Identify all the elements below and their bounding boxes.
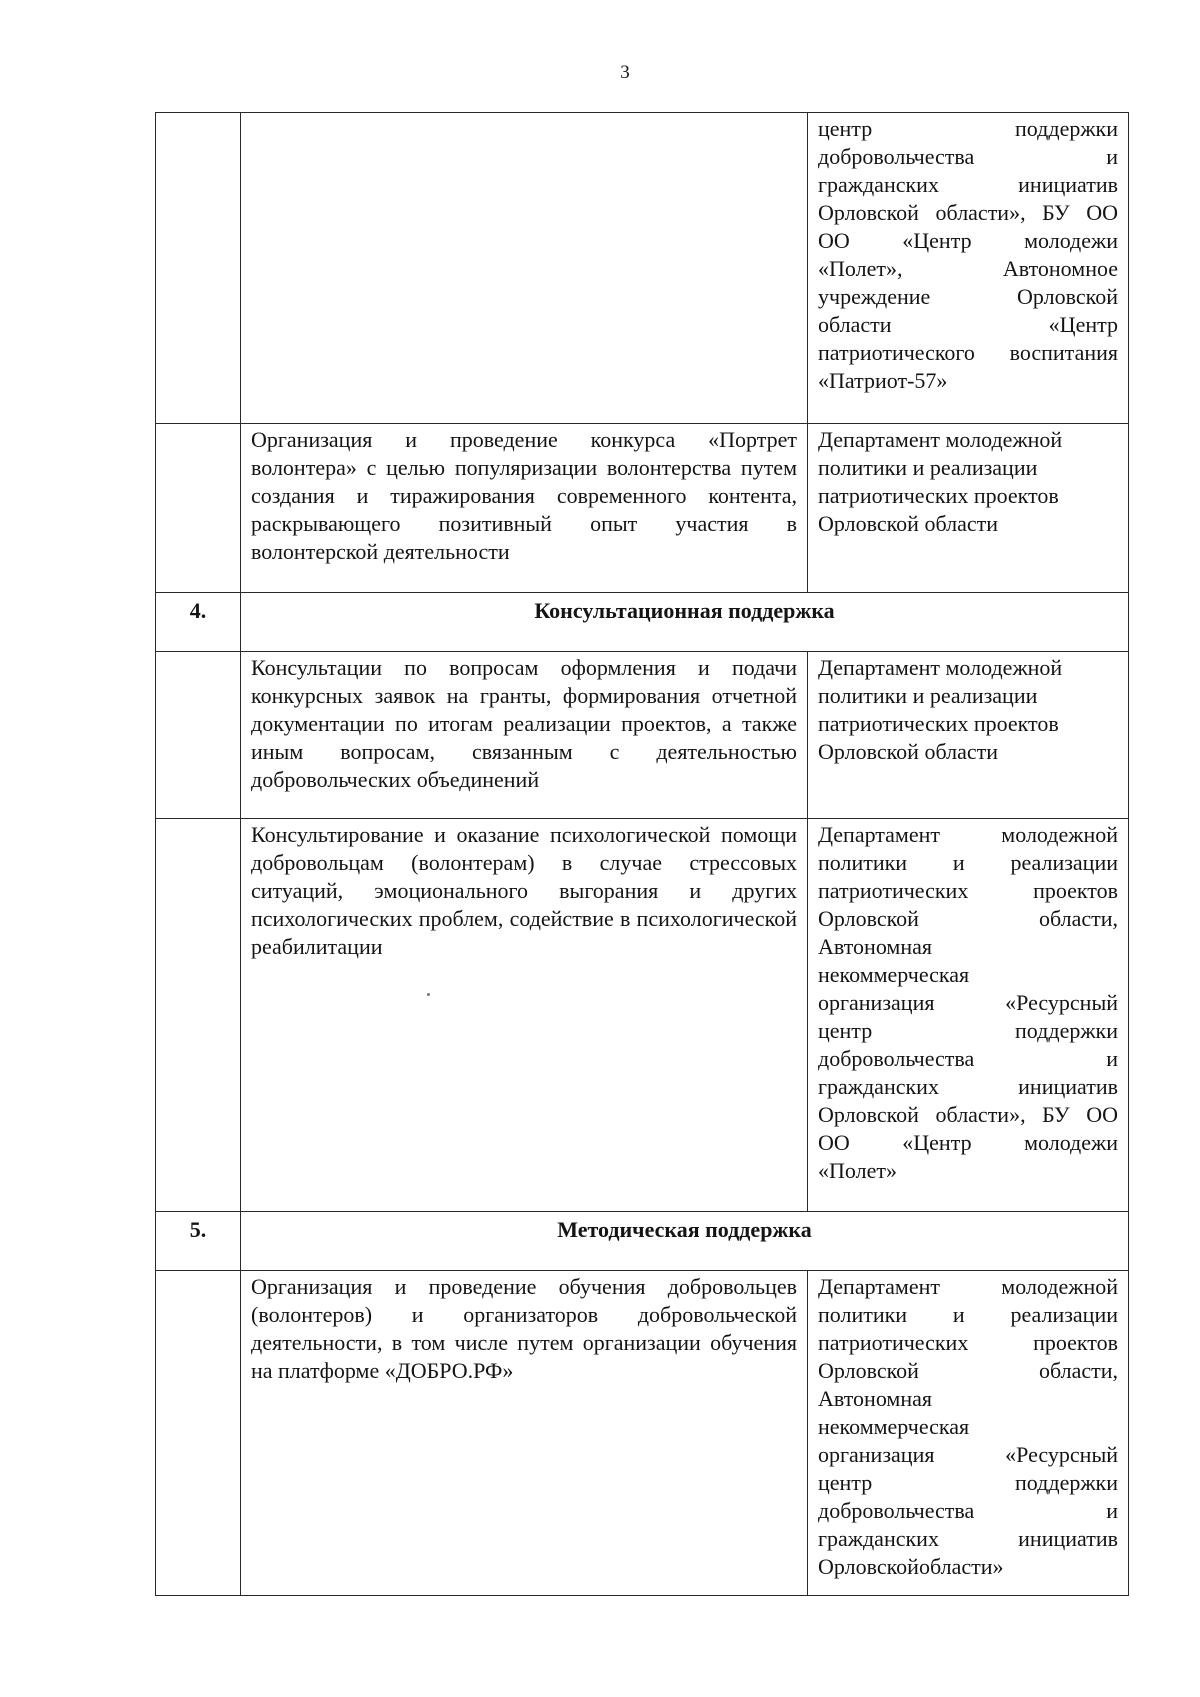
table-row — [156, 1271, 1129, 1596]
responsible-line: центр поддержки — [818, 1018, 1118, 1043]
responsible-line: Орловской области», БУ ОО — [818, 200, 1118, 225]
responsible-line: ОО «Центр молодежи — [818, 1130, 1118, 1155]
responsible-line: добровольчества и — [818, 1498, 1118, 1523]
activity-cell: Организация и проведение конкурса «Портрет волонтера» с целью популяризации волонтерства путем создания и тиражирования современного контента, раскрывающего позитивный опыт участия в волонтерской деятельности — [241, 424, 808, 593]
responsible-line: организация «Ресурсный — [818, 990, 1118, 1015]
row-number-cell — [156, 424, 241, 593]
row-number-cell — [156, 113, 241, 424]
row-number-cell — [156, 819, 241, 1212]
responsible-line: области «Центр — [818, 312, 1118, 337]
table-row — [156, 113, 1129, 424]
section-title: Методическая поддержка — [241, 1212, 1129, 1271]
responsible-line: организация «Ресурсный — [818, 1442, 1118, 1467]
responsible-line: Департамент молодежной — [818, 1274, 1118, 1299]
activity-cell: Консультирование и оказание психологической помощи добровольцам (волонтерам) в случае стрессовых ситуаций, эмоционального выгорания и других психологических проблем, содействие в психологической реабилитации — [241, 819, 808, 1212]
responsible-line: Орловской области — [818, 511, 998, 536]
scan-speck — [427, 993, 430, 996]
responsible-line: патриотических проектов — [818, 711, 1059, 736]
support-measures-table — [155, 112, 1129, 1596]
responsible-line: Департамент молодежной — [818, 427, 1063, 452]
responsible-line: Орловской области», БУ ОО — [818, 1102, 1118, 1127]
responsible-line: некоммерческая — [818, 962, 970, 987]
responsible-line: политики и реализации — [818, 683, 1038, 708]
responsible-line: патриотических проектов — [818, 878, 1118, 903]
responsible-line: Орловскойобласти» — [818, 1554, 1004, 1579]
table-row — [156, 819, 1129, 1212]
responsible-line: центр поддержки — [818, 116, 1118, 141]
responsible-cell — [808, 113, 1129, 424]
section-row — [156, 593, 1129, 652]
responsible-line: учреждение Орловской — [818, 284, 1118, 309]
responsible-line: центр поддержки — [818, 1470, 1118, 1495]
responsible-line: Автономная — [818, 1386, 932, 1411]
activity-cell: Консультации по вопросам оформления и подачи конкурсных заявок на гранты, формирования отчетной документации по итогам реализации проектов, а также иным вопросам, связанным с деятельностью добровольческих объединений — [241, 652, 808, 819]
responsible-line: патриотических проектов — [818, 1330, 1118, 1355]
responsible-line: добровольчества и — [818, 144, 1118, 169]
responsible-line: Департамент молодежной — [818, 822, 1118, 847]
row-number-cell — [156, 652, 241, 819]
responsible-line: «Патриот-57» — [818, 368, 948, 393]
responsible-cell — [808, 424, 1129, 593]
section-title: Консультационная поддержка — [241, 593, 1129, 652]
section-number: 4. — [156, 593, 241, 652]
responsible-cell — [808, 1271, 1129, 1596]
responsible-line: политики и реализации — [818, 455, 1038, 480]
responsible-line: гражданских инициатив — [818, 1526, 1118, 1551]
activity-cell: Организация и проведение обучения добровольцев (волонтеров) и организаторов добровольческой деятельности, в том числе путем организации обучения на платформе «ДОБРО.РФ» — [241, 1271, 808, 1596]
page-number: 3 — [620, 62, 630, 83]
responsible-line: политики и реализации — [818, 1302, 1118, 1327]
section-row — [156, 1212, 1129, 1271]
activity-cell — [241, 113, 808, 424]
responsible-line: Орловской области, — [818, 906, 1118, 931]
responsible-line: патриотических проектов — [818, 483, 1059, 508]
responsible-line: патриотического воспитания — [818, 340, 1118, 365]
responsible-line: «Полет» — [818, 1158, 897, 1183]
table-row — [156, 424, 1129, 593]
responsible-cell — [808, 652, 1129, 819]
responsible-line: Орловской области — [818, 739, 998, 764]
responsible-line: политики и реализации — [818, 850, 1118, 875]
row-number-cell — [156, 1271, 241, 1596]
responsible-line: Департамент молодежной — [818, 655, 1063, 680]
responsible-line: Орловской области, — [818, 1358, 1118, 1383]
responsible-line: добровольчества и — [818, 1046, 1118, 1071]
section-number: 5. — [156, 1212, 241, 1271]
responsible-line: гражданских инициатив — [818, 172, 1118, 197]
responsible-line: некоммерческая — [818, 1414, 970, 1439]
responsible-line: гражданских инициатив — [818, 1074, 1118, 1099]
responsible-cell — [808, 819, 1129, 1212]
table-row — [156, 652, 1129, 819]
responsible-line: «Полет», Автономное — [818, 256, 1118, 281]
responsible-line: Автономная — [818, 934, 932, 959]
responsible-line: ОО «Центр молодежи — [818, 228, 1118, 253]
